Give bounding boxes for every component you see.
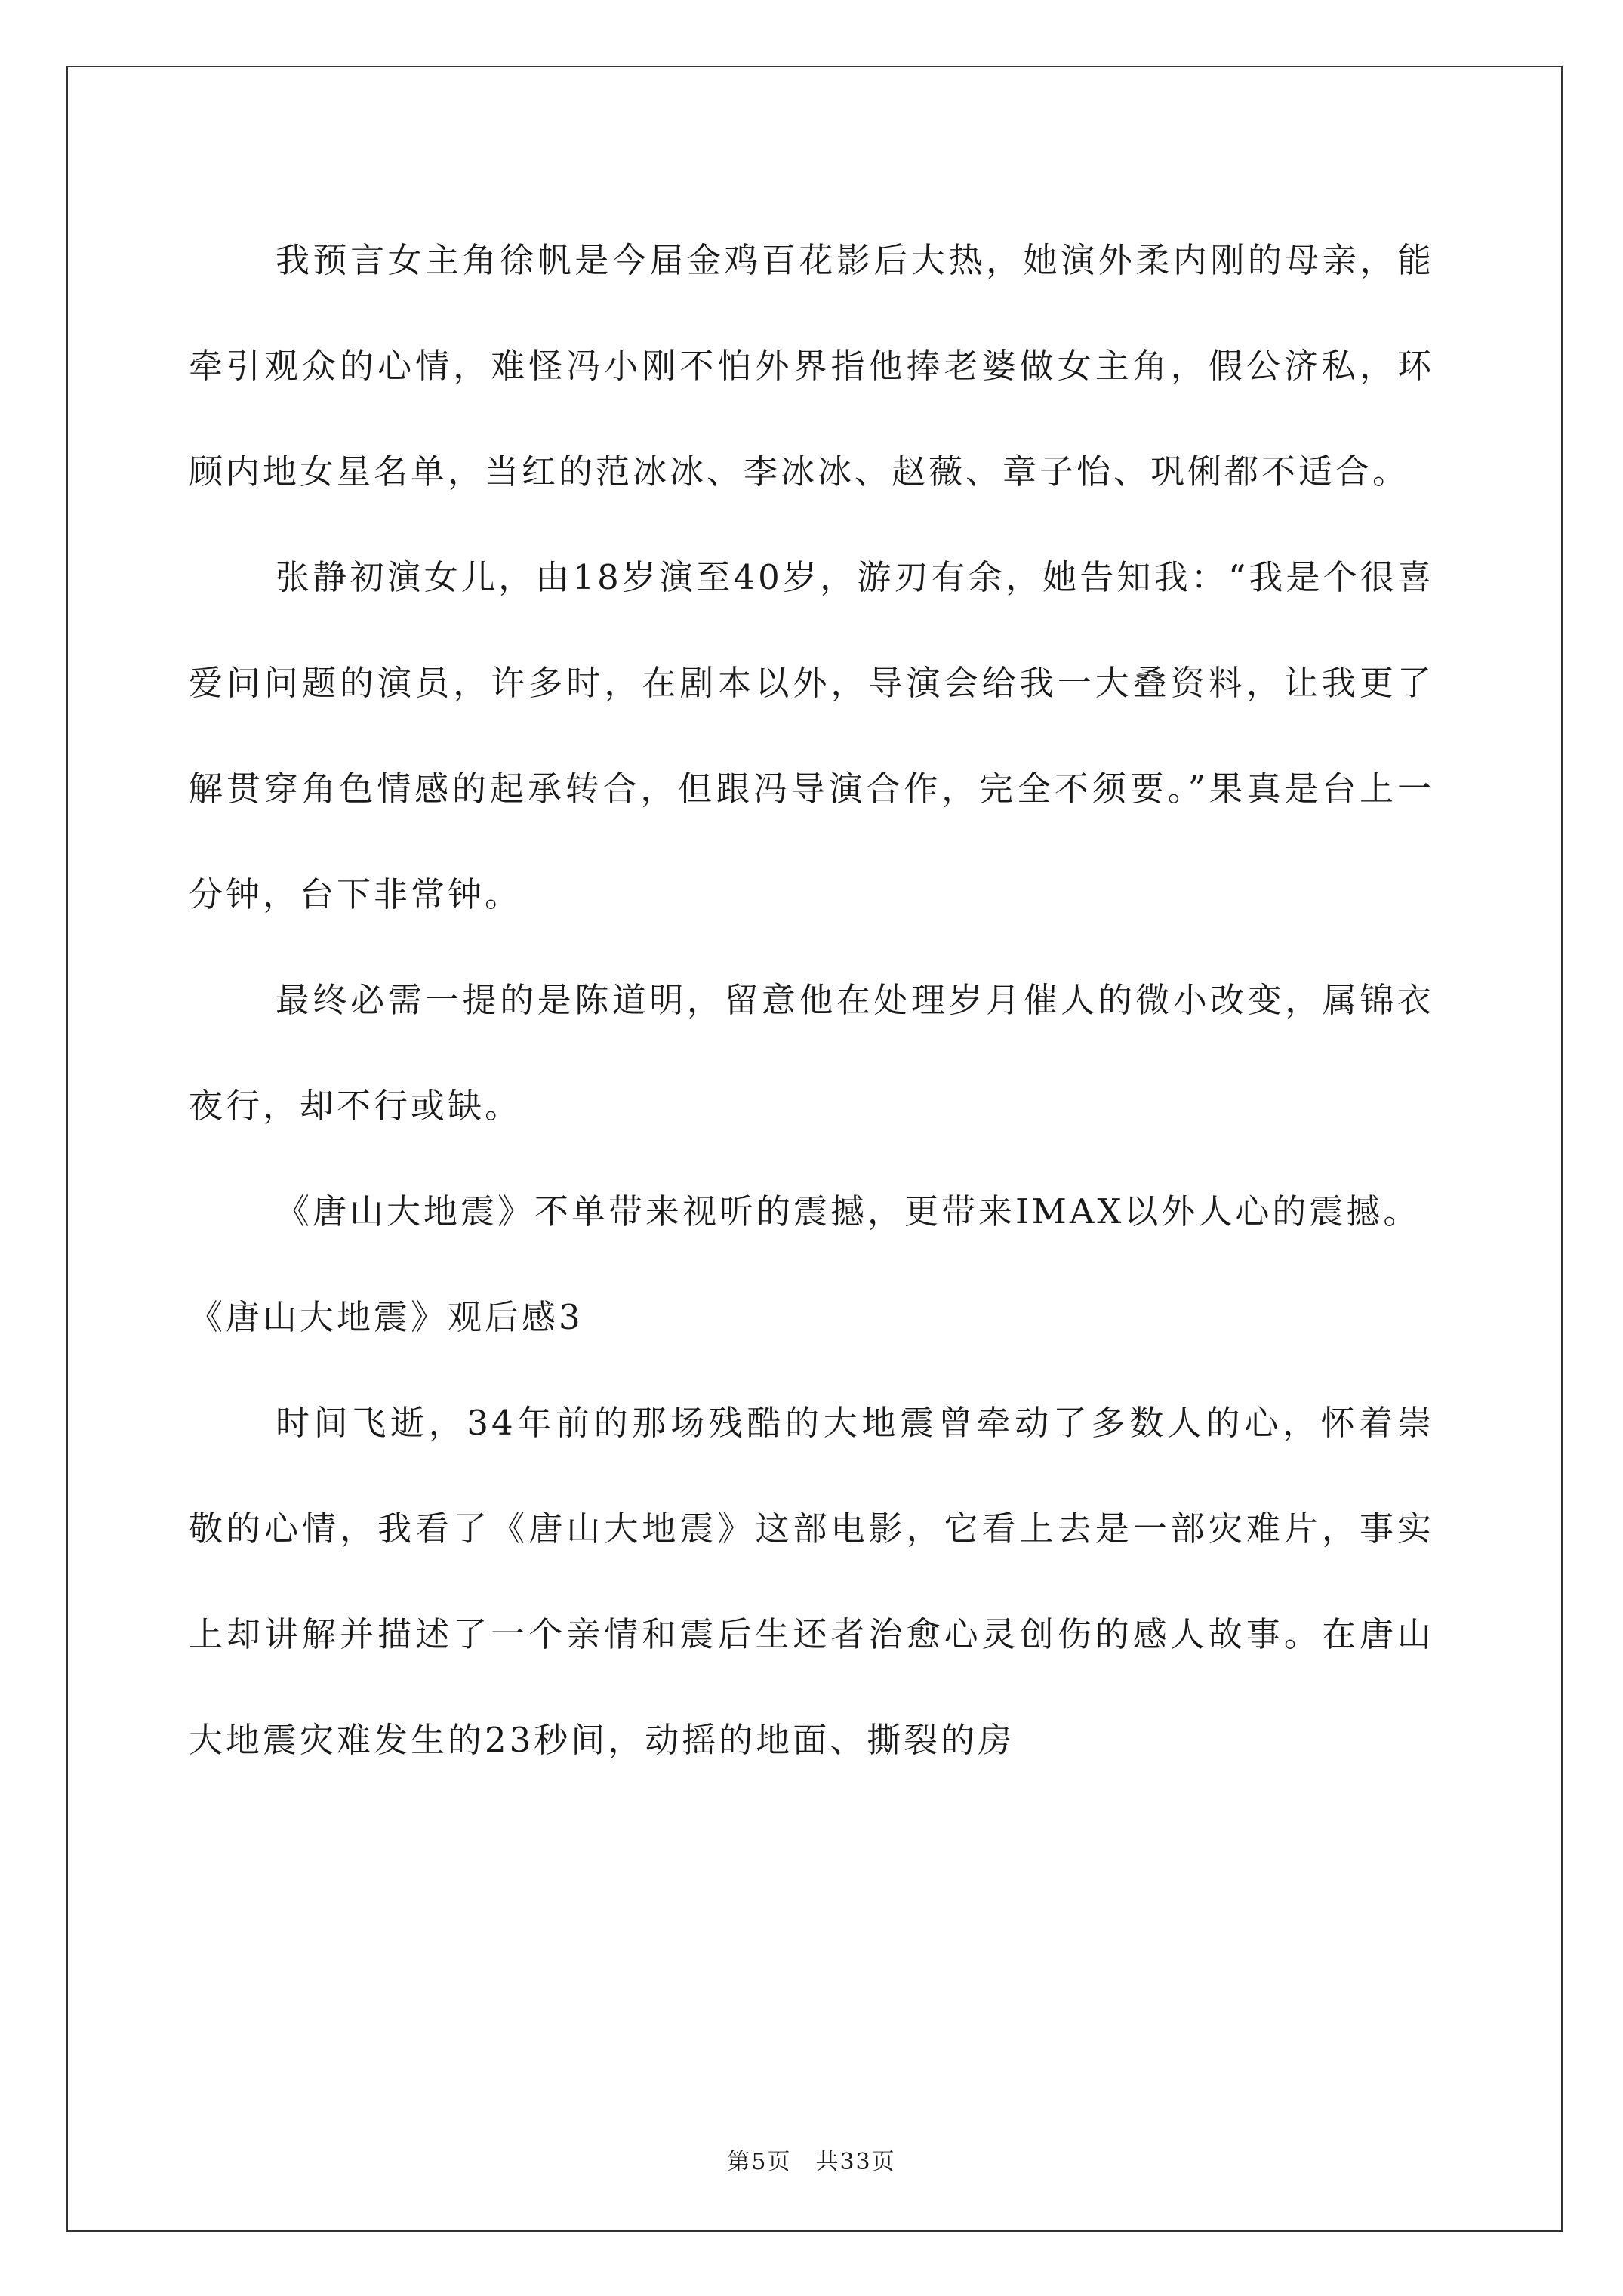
paragraph: 张静初演女儿，由18岁演至40岁，游刃有余，她告知我：“我是个很喜爱问问题的演员，许多时，在剧本以外，导演会给我一大叠资料，让我更了解贯穿角色情感的起承转合，但跟冯导演合作，完全不须要。”果真是台上一分钟，台下非常钟。 — [189, 557, 1434, 914]
page-number: 第5页 共33页 — [727, 2149, 896, 2175]
paragraph: 最终必需一提的是陈道明，留意他在处理岁月催人的微小改变，属锦衣夜行，却不行或缺。 — [189, 980, 1434, 1126]
section-heading: 《唐山大地震》观后感3 — [189, 1297, 584, 1337]
paragraph: 我预言女主角徐帆是今届金鸡百花影后大热，她演外柔内刚的母亲，能牵引观众的心情，难怪冯小刚不怕外界指他捧老婆做女主角，假公济私，环顾内地女星名单，当红的范冰冰、李冰冰、赵薇、章子怡、巩俐都不适合。 — [189, 240, 1434, 492]
paragraph: 《唐山大地震》不单带来视听的震撼，更带来IMAX以外人心的震撼。 — [276, 1191, 1421, 1231]
paragraph: 时间飞逝，34年前的那场残酷的大地震曾牵动了多数人的心，怀着崇敬的心情，我看了《唐山大地震》这部电影，它看上去是一部灾难片，事实上却讲解并描述了一个亲情和震后生还者治愈心灵创伤的感人故事。在唐山大地震灾难发生的23秒间，动摇的地面、撕裂的房 — [189, 1403, 1434, 1760]
document-body — [189, 208, 1434, 1793]
